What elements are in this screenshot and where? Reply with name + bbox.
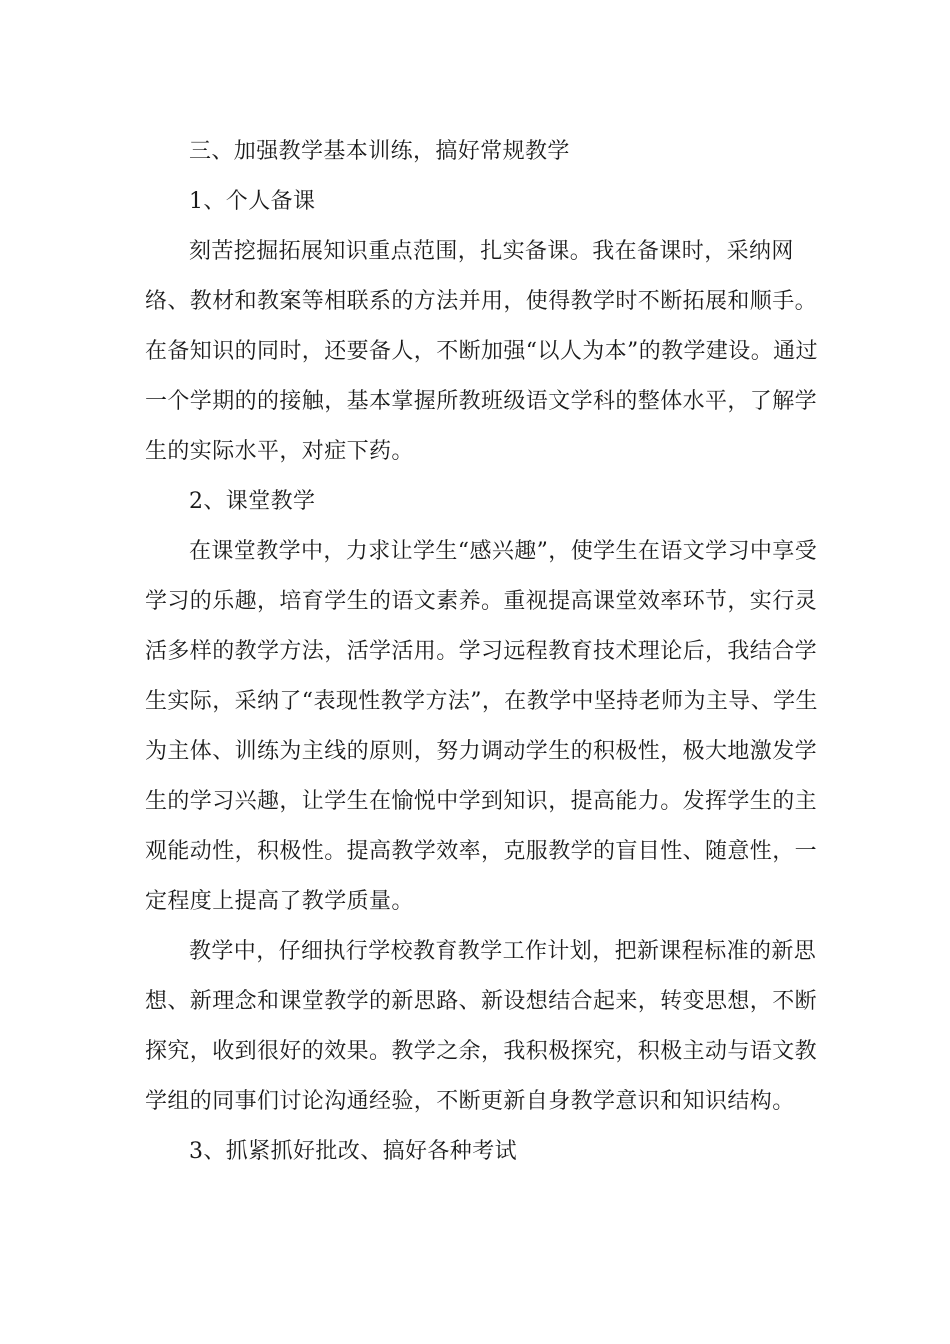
subsection-heading-1: 1、个人备课	[189, 189, 316, 214]
document-body	[145, 127, 825, 1177]
paragraph-teaching-plan: 教学中，仔细执行学校教育教学工作计划，把新课程标准的新思想、新理念和课堂教学的新思路、新设想结合起来，转变思想，不断探究，收到很好的效果。教学之余，我积极探究，积极主动与语文教学组的同事们讨论沟通经验，不断更新自身教学意识和知识结构。	[145, 939, 818, 1114]
subsection-heading-3: 3、抓紧抓好批改、搞好各种考试	[189, 1139, 517, 1164]
paragraph-lesson-prep: 刻苦挖掘拓展知识重点范围，扎实备课。我在备课时，采纳网络、教材和教案等相联系的方法并用，使得教学时不断拓展和顺手。在备知识的同时，还要备人，不断加强“以人为本”的教学建设。通过一个学期的的接触，基本掌握所教班级语文学科的整体水平，了解学生的实际水平，对症下药。	[145, 239, 818, 464]
paragraph-classroom-teaching: 在课堂教学中，力求让学生“感兴趣”，使学生在语文学习中享受学习的乐趣，培育学生的语文素养。重视提高课堂效率环节，实行灵活多样的教学方法，活学活用。学习远程教育技术理论后，我结合学生实际，采纳了“表现性教学方法”，在教学中坚持老师为主导、学生为主体、训练为主线的原则，努力调动学生的积极性，极大地激发学生的学习兴趣，让学生在愉悦中学到知识，提高能力。发挥学生的主观能动性，积极性。提高教学效率，克服教学的盲目性、随意性，一定程度上提高了教学质量。	[145, 539, 818, 914]
section-heading: 三、加强教学基本训练，搞好常规教学	[189, 139, 570, 164]
subsection-heading-2: 2、课堂教学	[189, 489, 316, 514]
